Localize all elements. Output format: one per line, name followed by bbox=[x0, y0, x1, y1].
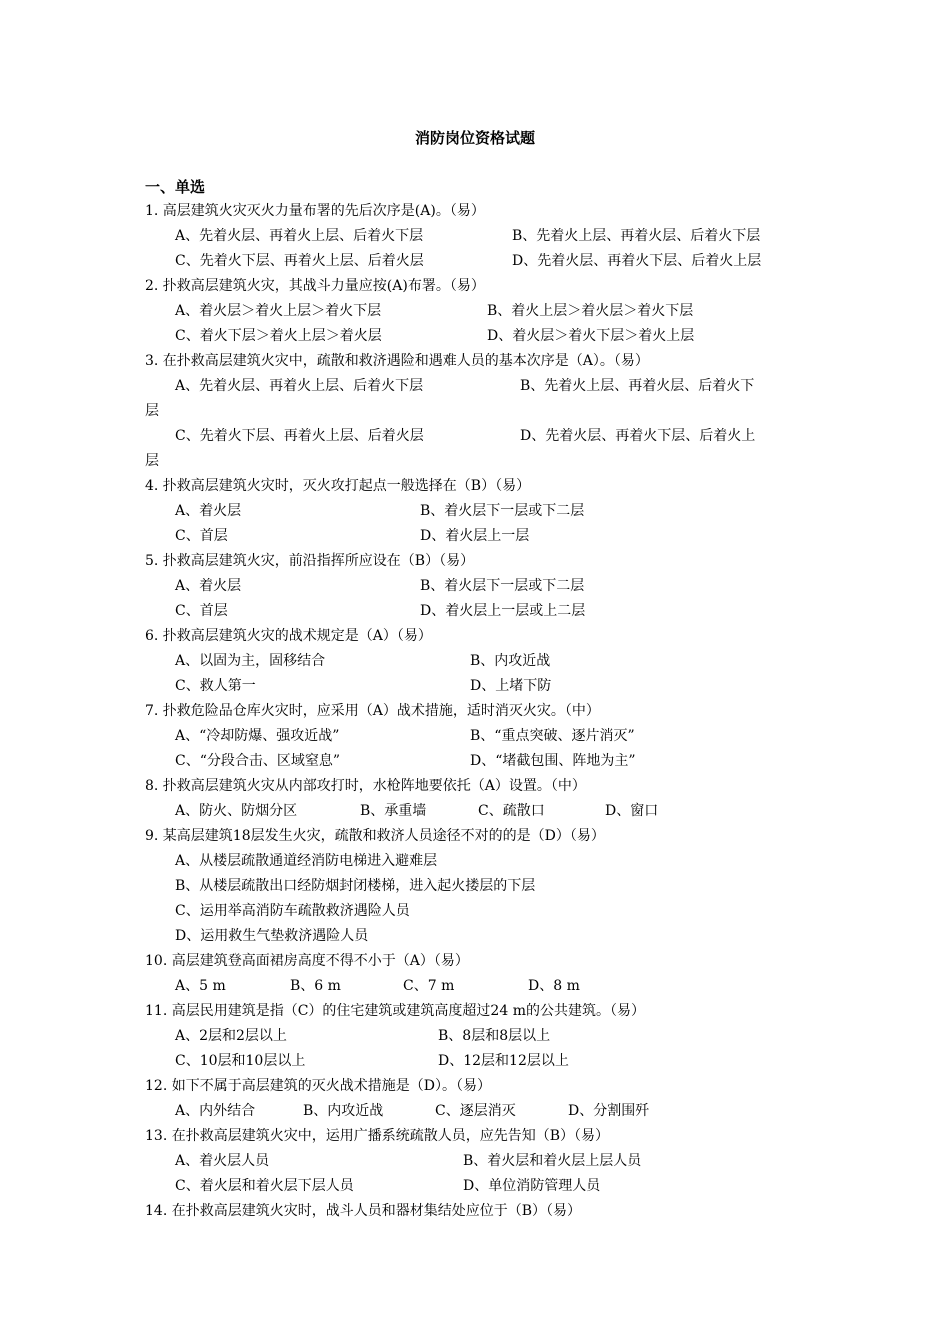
answer-option: D、运用救生气垫救济遇险人员 bbox=[175, 928, 369, 944]
question-line: 12. 如下不属于高层建筑的灭火战术措施是（D）。（易） bbox=[145, 1078, 491, 1094]
option-row bbox=[145, 724, 825, 749]
answer-option: A、着火层人员 bbox=[175, 1153, 270, 1169]
option-row bbox=[145, 249, 825, 274]
answer-option: D、窗口 bbox=[605, 803, 659, 819]
answer-option: D、单位消防管理人员 bbox=[463, 1178, 601, 1194]
answer-option: B、先着火上层、再着火层、后着火下层 bbox=[512, 228, 761, 244]
option-row bbox=[145, 324, 825, 349]
answer-option: A、以固为主，固移结合 bbox=[175, 653, 326, 669]
option-row bbox=[145, 649, 825, 674]
section-heading: 一、单选 bbox=[145, 178, 206, 196]
question-line: 13. 在扑救高层建筑火灾中，运用广播系统疏散人员，应先告知（B）（易） bbox=[145, 1128, 610, 1144]
question-line: 10. 高层建筑登高面裙房高度不得不小于（A）（易） bbox=[145, 953, 469, 969]
answer-option: B、着火层和着火层上层人员 bbox=[463, 1153, 642, 1169]
answer-option: A、先着火层、再着火上层、后着火下层 bbox=[175, 378, 424, 394]
option-row bbox=[145, 874, 825, 899]
answer-option: C、着火层和着火层下层人员 bbox=[175, 1178, 354, 1194]
answer-option: A、2层和2层以上 bbox=[175, 1028, 287, 1044]
answer-option: B、8层和8层以上 bbox=[438, 1028, 551, 1044]
answer-option: C、着火下层＞着火上层＞着火层 bbox=[175, 328, 382, 344]
option-row bbox=[145, 674, 825, 699]
answer-option: A、着火层 bbox=[175, 578, 242, 594]
answer-option: B、着火上层＞着火层＞着火下层 bbox=[487, 303, 694, 319]
answer-option: A、从楼层疏散通道经消防电梯进入避难层 bbox=[175, 853, 438, 869]
question-line: 6. 扑救高层建筑火灾的战术规定是（A）（易） bbox=[145, 628, 432, 644]
option-row bbox=[145, 1174, 825, 1199]
answer-option: B、6 m bbox=[290, 978, 341, 994]
answer-option: D、“堵截包围、阵地为主” bbox=[470, 753, 636, 769]
option-row bbox=[145, 424, 825, 449]
question-line: 9. 某高层建筑18层发生火灾，疏散和救济人员途径不对的的是（D）（易） bbox=[145, 828, 605, 844]
option-row bbox=[145, 1024, 825, 1049]
question-line: 4. 扑救高层建筑火灾时，灭火攻打起点一般选择在（B）（易） bbox=[145, 478, 531, 494]
answer-option: B、着火层下一层或下二层 bbox=[420, 503, 585, 519]
answer-option: C、疏散口 bbox=[478, 803, 545, 819]
option-row bbox=[145, 224, 825, 249]
answer-option: A、着火层＞着火上层＞着火下层 bbox=[175, 303, 382, 319]
answer-option: C、先着火下层、再着火上层、后着火层 bbox=[175, 428, 424, 444]
answer-option: C、7 m bbox=[403, 978, 455, 994]
answer-option: B、内攻近战 bbox=[303, 1103, 384, 1119]
answer-option: C、10层和10层以上 bbox=[175, 1053, 306, 1069]
answer-option: A、防火、防烟分区 bbox=[175, 803, 298, 819]
option-row bbox=[145, 499, 825, 524]
answer-option: D、着火层＞着火下层＞着火上层 bbox=[487, 328, 695, 344]
answer-option: A、先着火层、再着火上层、后着火下层 bbox=[175, 228, 424, 244]
option-row bbox=[145, 974, 825, 999]
option-row bbox=[145, 1099, 825, 1124]
answer-option: D、着火层上一层或上二层 bbox=[420, 603, 586, 619]
question-line: 1. 高层建筑火灾灭火力量布署的先后次序是(A)。（易） bbox=[145, 203, 485, 219]
question-line: 2. 扑救高层建筑火灾，其战斗力量应按(A)布署。（易） bbox=[145, 278, 485, 294]
question-line: 11. 高层民用建筑是指（C）的住宅建筑或建筑高度超过24 m的公共建筑。（易） bbox=[145, 1003, 645, 1019]
option-row bbox=[145, 849, 825, 874]
answer-option: D、8 m bbox=[528, 978, 580, 994]
question-line: 层 bbox=[145, 403, 159, 419]
option-row bbox=[145, 1049, 825, 1074]
answer-option: D、先着火层、再着火下层、后着火上层 bbox=[512, 253, 762, 269]
option-row bbox=[145, 1149, 825, 1174]
answer-option: C、救人第一 bbox=[175, 678, 256, 694]
question-list bbox=[145, 199, 825, 1224]
option-row bbox=[145, 749, 825, 774]
answer-option: C、逐层消灭 bbox=[435, 1103, 516, 1119]
answer-option: C、先着火下层、再着火上层、后着火层 bbox=[175, 253, 424, 269]
document-title: 消防岗位资格试题 bbox=[414, 129, 535, 147]
question-line: 5. 扑救高层建筑火灾，前沿指挥所应设在（B）（易） bbox=[145, 553, 475, 569]
answer-option: B、内攻近战 bbox=[470, 653, 551, 669]
option-row bbox=[145, 574, 825, 599]
question-line: 3. 在扑救高层建筑火灾中，疏散和救济遇险和遇难人员的基本次序是（A）。（易） bbox=[145, 353, 649, 369]
answer-option: A、5 m bbox=[175, 978, 226, 994]
answer-option: C、首层 bbox=[175, 603, 228, 619]
question-line: 8. 扑救高层建筑火灾从内部攻打时，水枪阵地要依托（A）设置。（中） bbox=[145, 778, 586, 794]
question-line: 14. 在扑救高层建筑火灾时，战斗人员和器材集结处应位于（B）（易） bbox=[145, 1203, 582, 1219]
option-row bbox=[145, 799, 825, 824]
answer-option: A、“冷却防爆、强攻近战” bbox=[175, 728, 340, 744]
option-row bbox=[145, 374, 825, 399]
question-line: 层 bbox=[145, 453, 159, 469]
option-row bbox=[145, 524, 825, 549]
option-row bbox=[145, 899, 825, 924]
answer-option: D、12层和12层以上 bbox=[438, 1053, 569, 1069]
option-row bbox=[145, 299, 825, 324]
question-line: 7. 扑救危险品仓库火灾时，应采用（A）战术措施，适时消灭火灾。（中） bbox=[145, 703, 600, 719]
answer-option: C、运用举高消防车疏散救济遇险人员 bbox=[175, 903, 410, 919]
answer-option: B、“重点突破、逐片消灭” bbox=[470, 728, 635, 744]
answer-option: D、先着火层、再着火下层、后着火上 bbox=[520, 428, 756, 444]
option-row bbox=[145, 924, 825, 949]
answer-option: D、着火层上一层 bbox=[420, 528, 530, 544]
answer-option: A、着火层 bbox=[175, 503, 242, 519]
answer-option: B、承重墙 bbox=[360, 803, 427, 819]
answer-option: A、内外结合 bbox=[175, 1103, 256, 1119]
option-row bbox=[145, 599, 825, 624]
answer-option: B、着火层下一层或下二层 bbox=[420, 578, 585, 594]
answer-option: B、先着火上层、再着火层、后着火下 bbox=[520, 378, 755, 394]
answer-option: D、上堵下防 bbox=[470, 678, 552, 694]
answer-option: C、首层 bbox=[175, 528, 228, 544]
answer-option: D、分割围歼 bbox=[568, 1103, 650, 1119]
answer-option: B、从楼层疏散出口经防烟封闭楼梯，进入起火搂层的下层 bbox=[175, 878, 536, 894]
answer-option: C、“分段合击、区域窒息” bbox=[175, 753, 341, 769]
